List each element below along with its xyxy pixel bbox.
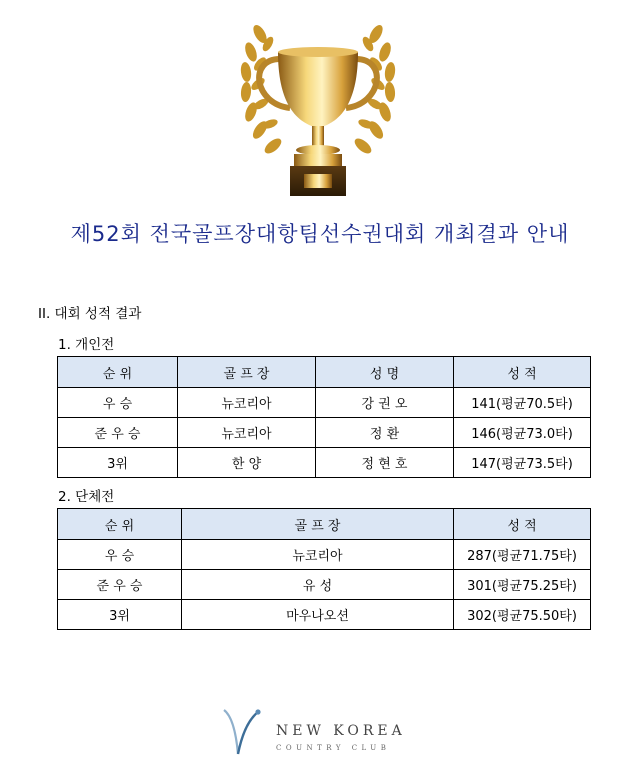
table-row: [58, 418, 591, 448]
course-cell: 뉴코리아: [178, 418, 316, 448]
logo-mark-icon: [218, 702, 268, 758]
rank-cell: 우 승: [58, 540, 182, 570]
team-results-table: [57, 508, 591, 630]
header-score: 성 적: [454, 509, 591, 540]
rank-cell: 3위: [58, 448, 178, 478]
header-rank: 순 위: [58, 357, 178, 388]
score-cell: 141(평균70.5타): [454, 388, 591, 418]
page-title: 제52회 전국골프장대항팀선수권대회 개최결과 안내: [70, 222, 570, 246]
table-row: [58, 600, 591, 630]
score-cell: 147(평균73.5타): [454, 448, 591, 478]
rank-cell: 준 우 승: [58, 570, 182, 600]
table-header-row: [58, 509, 591, 540]
name-cell: 정 환: [316, 418, 454, 448]
table-row: [58, 448, 591, 478]
header-score: 성 적: [454, 357, 591, 388]
score-cell: 302(평균75.50타): [454, 600, 591, 630]
score-cell: 301(평균75.25타): [454, 570, 591, 600]
rank-cell: 우 승: [58, 388, 178, 418]
score-cell: 287(평균71.75타): [454, 540, 591, 570]
section-heading: II. 대회 성적 결과: [38, 306, 142, 322]
trophy-image: [218, 4, 418, 204]
course-cell: 뉴코리아: [178, 388, 316, 418]
name-cell: 정 현 호: [316, 448, 454, 478]
club-logo: [218, 702, 438, 762]
header-rank: 순 위: [58, 509, 182, 540]
course-cell: 한 양: [178, 448, 316, 478]
logo-subtitle: COUNTRY CLUB: [276, 744, 391, 752]
header-golf-course: 골 프 장: [182, 509, 454, 540]
rank-cell: 준 우 승: [58, 418, 178, 448]
team-heading: 2. 단체전: [58, 489, 115, 505]
rank-cell: 3위: [58, 600, 182, 630]
table-header-row: [58, 357, 591, 388]
course-cell: 뉴코리아: [182, 540, 454, 570]
table-row: [58, 570, 591, 600]
logo-name: NEW KOREA: [276, 723, 406, 739]
table-row: [58, 388, 591, 418]
header-name: 성 명: [316, 357, 454, 388]
individual-heading: 1. 개인전: [58, 337, 115, 353]
individual-results-table: [57, 356, 591, 478]
course-cell: 유 성: [182, 570, 454, 600]
header-golf-course: 골 프 장: [178, 357, 316, 388]
name-cell: 강 권 오: [316, 388, 454, 418]
table-row: [58, 540, 591, 570]
score-cell: 146(평균73.0타): [454, 418, 591, 448]
course-cell: 마우나오션: [182, 600, 454, 630]
